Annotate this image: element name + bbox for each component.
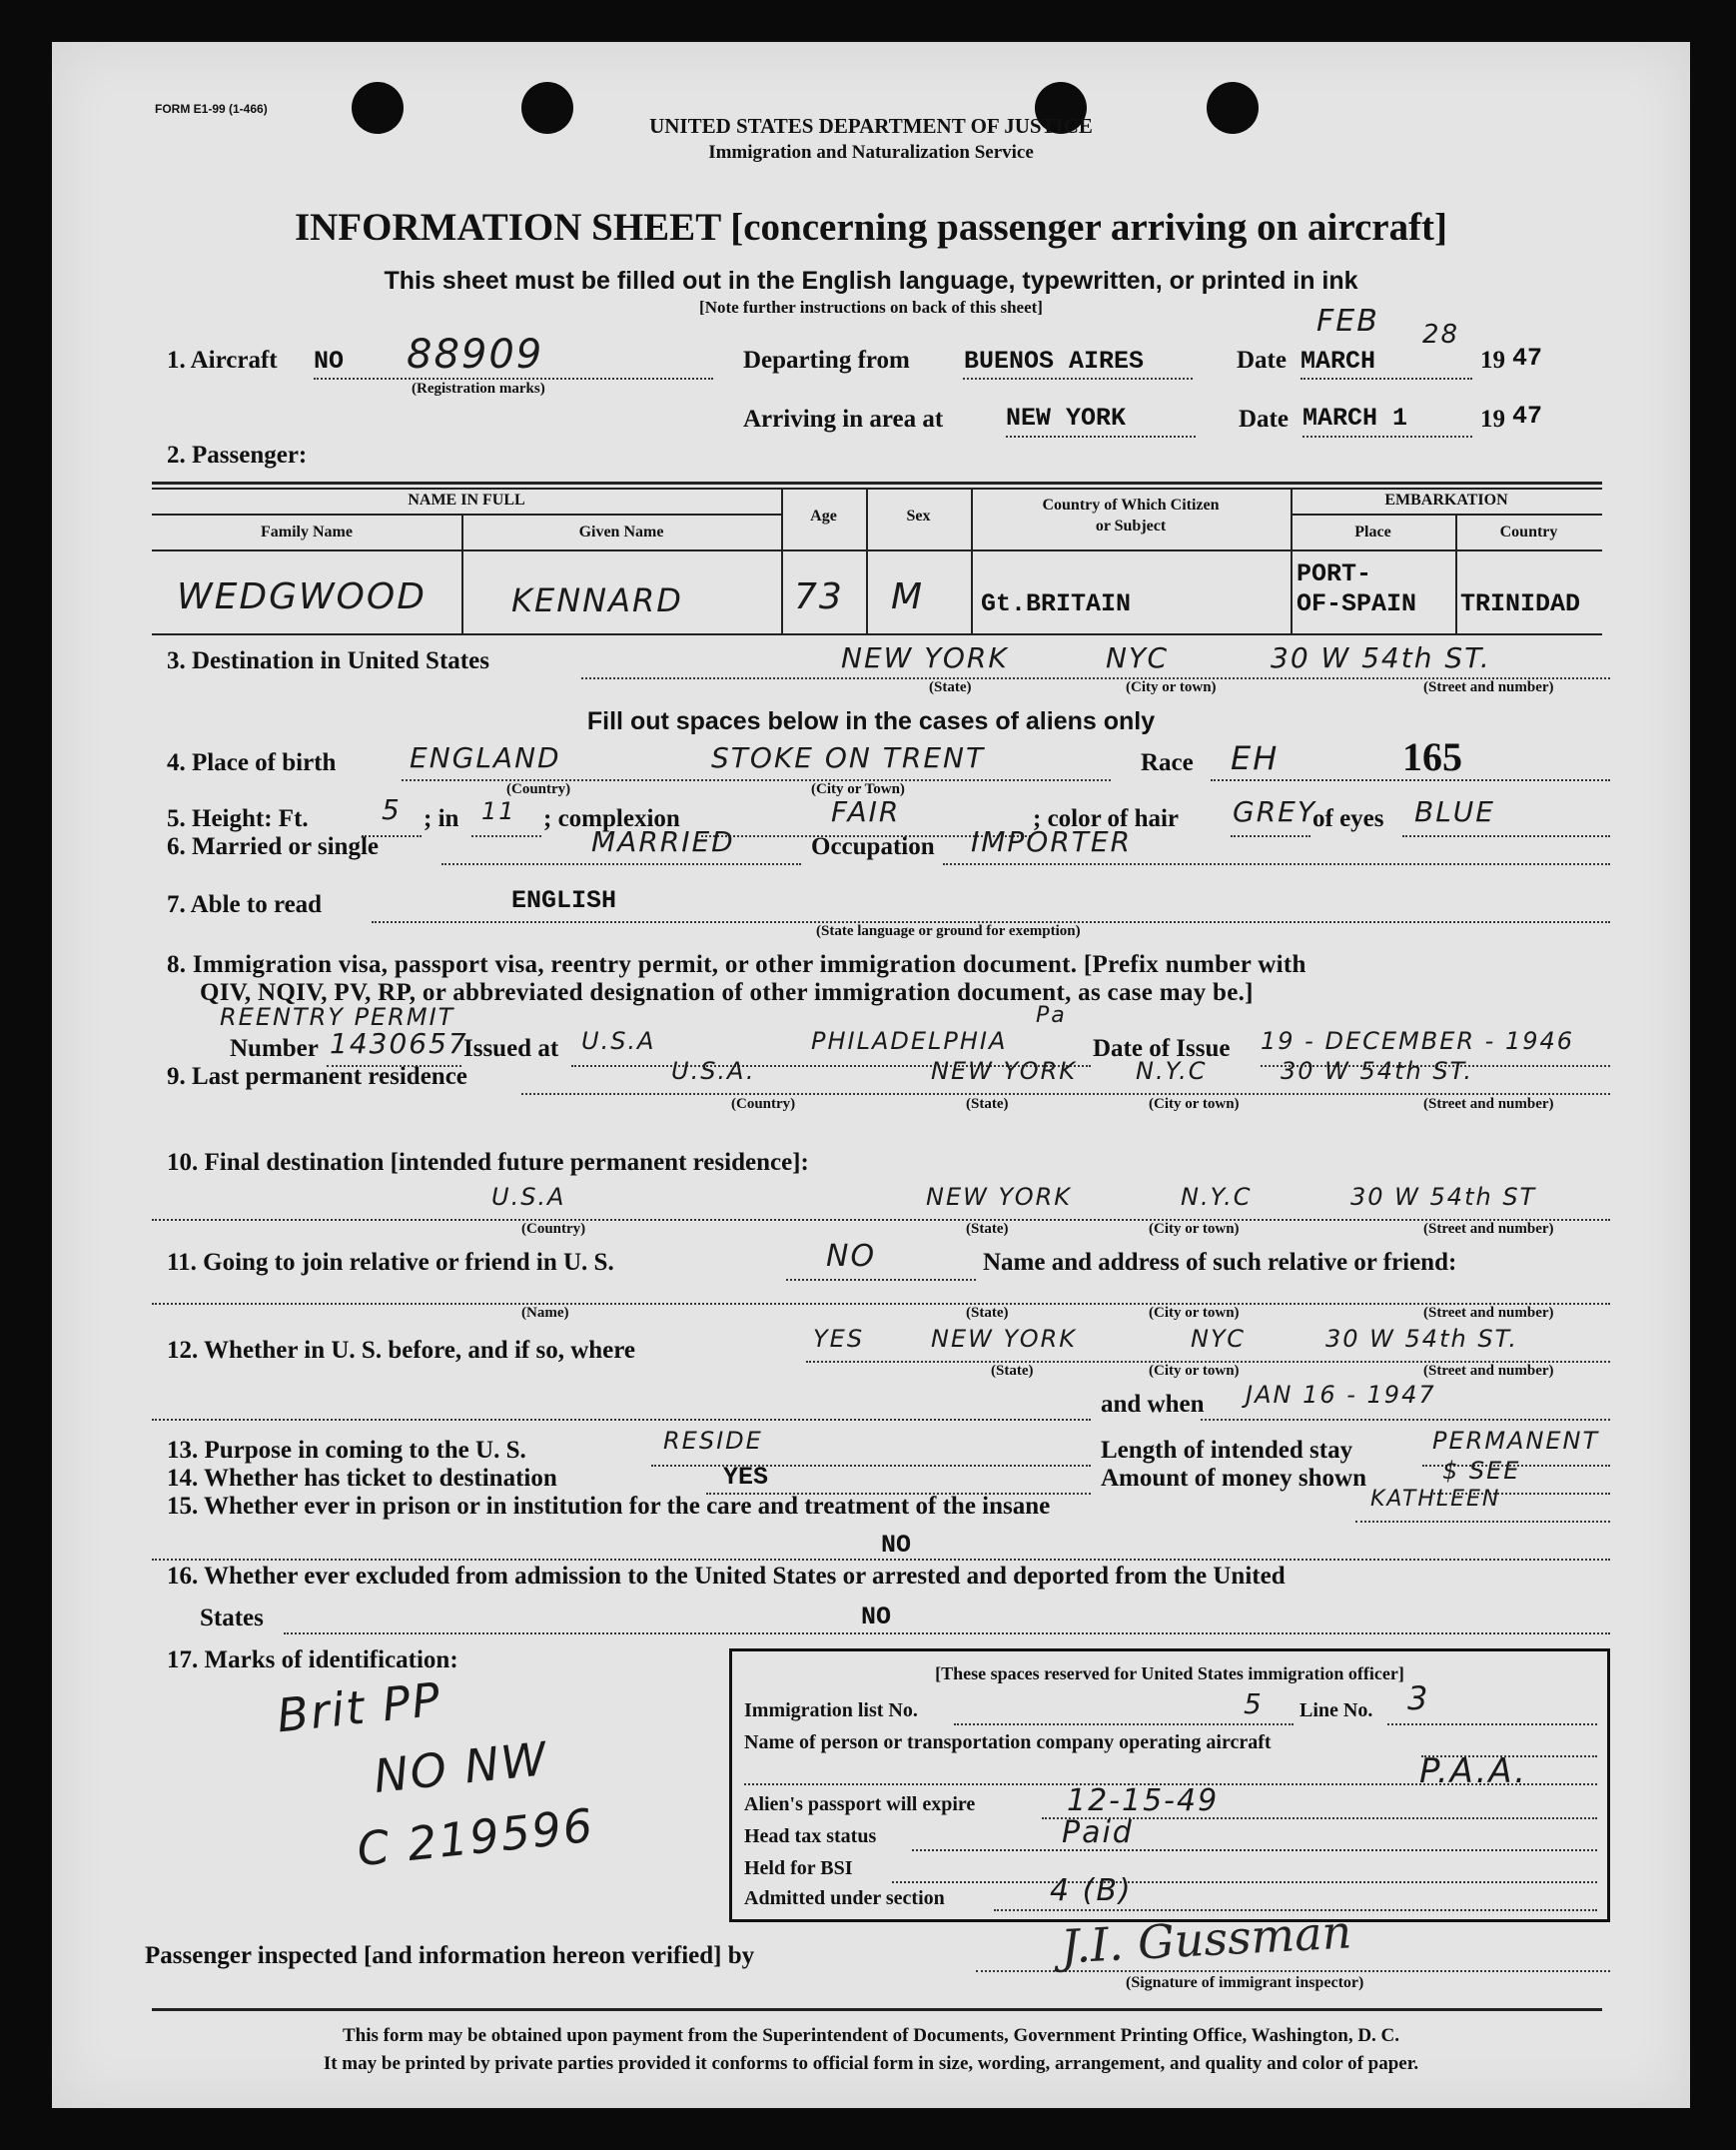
final-destination-street: 30 W 54th ST [1350, 1183, 1537, 1211]
purpose-value: RESIDE [663, 1427, 763, 1455]
departure-year: 47 [1512, 344, 1543, 373]
money-value: $ SEE [1442, 1457, 1521, 1485]
company-label: Name of person or transportation company operating aircraft [744, 1731, 1272, 1753]
hair-value: GREY [1233, 795, 1316, 828]
embarkation-place-1: PORT- [1297, 559, 1372, 588]
family-name-value: WEDGWOOD [177, 576, 427, 617]
departing-label: Departing from [743, 347, 910, 374]
height-inches: 11 [481, 797, 516, 825]
visa-label-2: QIV, NQIV, PV, RP, or abbreviated designation of other immigration document, as case may be.] [200, 979, 1254, 1006]
inspection-label: Passenger inspected [and information hereon verified] by [145, 1942, 755, 1969]
read-value: ENGLISH [511, 886, 617, 915]
inspector-signature: J.I. Gussman [1059, 1904, 1353, 1974]
arrival-year: 47 [1512, 402, 1543, 431]
caption-state: (State) [991, 1363, 1034, 1379]
caption-city: (City or town) [1149, 1096, 1240, 1112]
caption-street: (Street and number) [1423, 1221, 1554, 1237]
instruction-text: This sheet must be filled out in the English language, typewritten, or printed in ink [384, 267, 1358, 295]
caption-city: (City or town) [1126, 679, 1217, 695]
read-caption: (State language or ground for exemption) [816, 923, 1081, 939]
stay-value: PERMANENT [1432, 1427, 1600, 1455]
caption-street: (Street and number) [1423, 1363, 1554, 1379]
list-no-value: 5 [1244, 1687, 1264, 1720]
marks-line-2: NO NW [371, 1730, 551, 1804]
signature-caption: (Signature of immigrant inspector) [1126, 1974, 1364, 1991]
arriving-label: Arriving in area at [743, 406, 944, 433]
occupation-value: IMPORTER [971, 825, 1133, 858]
last-residence-city: N.Y.C [1136, 1057, 1208, 1085]
relative-label: 11. Going to join relative or friend in U. S. [167, 1249, 614, 1276]
birth-label: 4. Place of birth [167, 749, 337, 776]
caption-state: (State) [929, 679, 972, 695]
page-title: INFORMATION SHEET [concerning passenger arriving on aircraft] [294, 206, 1448, 249]
sex-header: Sex [906, 508, 931, 525]
eyes-label: of eyes [1312, 805, 1384, 832]
officer-box-title: [These spaces reserved for United States immigration officer] [935, 1663, 1404, 1683]
service-name: Immigration and Naturalization Service [708, 142, 1034, 163]
excluded-value: NO [861, 1603, 892, 1631]
caption-country: (Country) [731, 1096, 796, 1112]
form-sheet [52, 42, 1690, 2108]
visa-number-label: Number [230, 1035, 319, 1062]
footer-line-1: This form may be obtained upon payment from the Superintendent of Documents, Government Printing Office, Washington, D. C. [342, 2025, 1400, 2046]
visa-issued-state: Pa [1036, 1003, 1067, 1028]
emb-country-header: Country [1499, 524, 1558, 540]
ticket-value: YES [723, 1463, 769, 1492]
tax-value: Paid [1062, 1815, 1134, 1850]
married-value: MARRIED [591, 825, 735, 858]
caption-street: (Street and number) [1423, 679, 1554, 695]
bsi-label: Held for BSI [744, 1857, 853, 1879]
prison-label: 15. Whether ever in prison or in institution for the care and treatment of the insane [167, 1493, 1051, 1520]
arriving-value: NEW YORK [1006, 404, 1127, 433]
caption-name: (Name) [521, 1305, 569, 1321]
prison-note: KATHLEEN [1370, 1487, 1501, 1512]
caption-street: (Street and number) [1423, 1305, 1554, 1321]
arrival-date: MARCH 1 [1302, 404, 1408, 433]
caption-state: (State) [966, 1096, 1009, 1112]
height-feet: 5 [382, 793, 402, 826]
inches-label: ; in [424, 805, 459, 832]
aircraft-label: 1. Aircraft [167, 347, 278, 374]
previous-when-label: and when [1101, 1391, 1205, 1418]
instruction-note: [Note further instructions on back of this sheet] [699, 298, 1043, 317]
departure-date-label: Date [1237, 347, 1287, 374]
place-header: Place [1354, 524, 1391, 540]
caption-state: (State) [966, 1221, 1009, 1237]
marks-line-3: C 219596 [354, 1797, 597, 1877]
visa-issued-at: U.S.A [581, 1027, 656, 1055]
final-destination-city: N.Y.C [1181, 1183, 1253, 1211]
age-value: 73 [794, 576, 844, 617]
departing-value: BUENOS AIRES [964, 347, 1145, 376]
birth-city: STOKE ON TRENT [711, 741, 986, 774]
destination-street: 30 W 54th ST. [1271, 641, 1491, 674]
previous-when-value: JAN 16 - 1947 [1246, 1381, 1436, 1409]
given-name-value: KENNARD [511, 581, 683, 619]
line-no-value: 3 [1407, 1679, 1430, 1717]
final-destination-state: NEW YORK [926, 1183, 1073, 1211]
visa-number: 1430657 [330, 1027, 468, 1060]
last-residence-label: 9. Last permanent residence [167, 1063, 467, 1090]
marks-line-1: Brit PP [274, 1671, 444, 1743]
section-value: 4 (B) [1050, 1873, 1133, 1908]
final-destination-label: 10. Final destination [intended future permanent residence]: [167, 1149, 809, 1176]
last-residence-country: U.S.A. [671, 1057, 756, 1085]
embarkation-header: EMBARKATION [1384, 492, 1508, 509]
arrival-date-label: Date [1239, 406, 1289, 433]
sex-value: M [891, 576, 925, 617]
country-header-1: Country of Which Citizen [1042, 497, 1220, 514]
year-prefix: 19 [1480, 406, 1505, 433]
registration-value: 88909 [407, 332, 544, 378]
married-label: 6. Married or single [167, 833, 379, 860]
caption-city: (City or town) [1149, 1363, 1240, 1379]
money-label: Amount of money shown [1101, 1465, 1367, 1492]
destination-label: 3. Destination in United States [167, 647, 489, 674]
excluded-label-2: States [200, 1605, 264, 1631]
caption-state: (State) [966, 1305, 1009, 1321]
year-prefix: 19 [1480, 347, 1505, 374]
family-name-header: Family Name [261, 524, 353, 540]
aircraft-no-label: NO [314, 347, 345, 376]
race-code: 165 [1402, 734, 1462, 779]
stay-label: Length of intended stay [1101, 1437, 1353, 1464]
caption-country: (Country) [506, 781, 571, 797]
tax-label: Head tax status [744, 1825, 877, 1847]
excluded-label-1: 16. Whether ever excluded from admission to the United States or arrested and deported from the United [167, 1563, 1286, 1590]
given-name-header: Given Name [578, 524, 664, 540]
last-residence-street: 30 W 54th ST. [1281, 1057, 1473, 1085]
previous-visit-label: 12. Whether in U. S. before, and if so, where [167, 1337, 635, 1364]
race-value: EH [1231, 739, 1280, 777]
previous-visit-street: 30 W 54th ST. [1325, 1325, 1518, 1353]
officer-box [729, 1648, 1610, 1922]
citizen-value: Gt.BRITAIN [981, 589, 1132, 618]
age-header: Age [810, 508, 837, 525]
caption-city-town: (City or Town) [811, 781, 905, 797]
visa-issued-label: Issued at [463, 1035, 559, 1062]
height-label: 5. Height: Ft. [167, 805, 309, 832]
departure-month-typed: MARCH [1301, 347, 1376, 376]
registration-caption: (Registration marks) [412, 381, 545, 397]
final-destination-country: U.S.A [491, 1183, 566, 1211]
destination-state: NEW YORK [841, 641, 1009, 674]
destination-city: NYC [1106, 641, 1170, 674]
passport-value: 12-15-49 [1067, 1783, 1220, 1818]
caption-country: (Country) [521, 1221, 586, 1237]
complexion-label: ; complexion [543, 805, 680, 832]
previous-visit-state: NEW YORK [931, 1325, 1078, 1353]
passenger-label: 2. Passenger: [167, 442, 308, 469]
embarkation-place-2: OF-SPAIN [1297, 589, 1417, 618]
name-in-full-header: NAME IN FULL [408, 492, 525, 509]
caption-city: (City or town) [1149, 1221, 1240, 1237]
caption-street: (Street and number) [1423, 1096, 1554, 1112]
birth-country: ENGLAND [410, 741, 561, 774]
previous-visit-value: YES [813, 1325, 865, 1353]
eyes-value: BLUE [1414, 795, 1495, 828]
last-residence-state: NEW YORK [931, 1057, 1078, 1085]
company-value: P.A.A. [1419, 1751, 1528, 1791]
aliens-heading: Fill out spaces below in the cases of aliens only [586, 707, 1156, 735]
department-name: UNITED STATES DEPARTMENT OF JUSTICE [649, 114, 1093, 138]
line-no-label: Line No. [1300, 1699, 1373, 1721]
visa-issued-city: PHILADELPHIA [811, 1027, 1008, 1055]
footer-line-2: It may be printed by private parties provided it conforms to official form in size, wording, arrangement, and quality and color of paper. [323, 2053, 1419, 2074]
race-label: Race [1141, 749, 1194, 776]
form-number: FORM E1-99 (1-466) [155, 102, 268, 116]
departure-month-hand: FEB [1316, 304, 1379, 339]
embarkation-country: TRINIDAD [1460, 589, 1581, 618]
visa-date-label: Date of Issue [1093, 1035, 1231, 1062]
ticket-label: 14. Whether has ticket to destination [167, 1465, 557, 1492]
departure-day: 28 [1422, 320, 1460, 350]
hair-label: ; color of hair [1033, 805, 1180, 832]
passport-label: Alien's passport will expire [744, 1793, 976, 1815]
occupation-label: Occupation [811, 833, 935, 860]
section-label: Admitted under section [744, 1887, 945, 1909]
relative-name-label: Name and address of such relative or friend: [983, 1249, 1457, 1276]
complexion-value: FAIR [831, 795, 901, 828]
caption-city: (City or town) [1149, 1305, 1240, 1321]
visa-label-1: 8. Immigration visa, passport visa, reentry permit, or other immigration document. [Prefix number with [167, 951, 1306, 978]
relative-value: NO [826, 1239, 877, 1274]
visa-date: 19 - DECEMBER - 1946 [1261, 1027, 1575, 1055]
previous-visit-city: NYC [1191, 1325, 1246, 1353]
purpose-label: 13. Purpose in coming to the U. S. [167, 1437, 526, 1464]
marks-label: 17. Marks of identification: [167, 1646, 458, 1673]
visa-doc-type: REENTRY PERMIT [220, 1003, 455, 1031]
list-no-label: Immigration list No. [744, 1699, 918, 1721]
read-label: 7. Able to read [167, 891, 323, 918]
prison-value: NO [881, 1531, 912, 1560]
country-header-2: or Subject [1095, 518, 1167, 535]
